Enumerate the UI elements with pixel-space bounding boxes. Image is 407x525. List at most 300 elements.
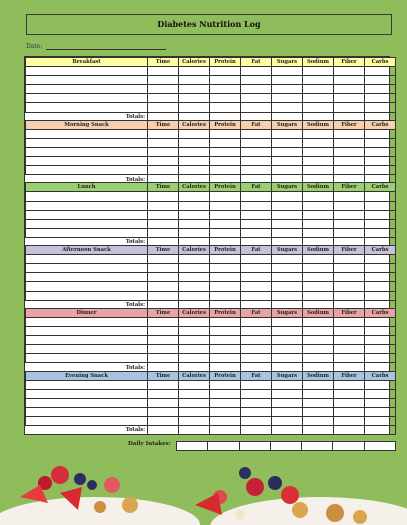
daily-intake-cell[interactable] [364, 441, 396, 451]
entry-cell[interactable] [210, 138, 241, 147]
entry-cell[interactable] [272, 103, 303, 112]
entry-cell[interactable] [210, 282, 241, 291]
entry-cell[interactable] [241, 273, 272, 282]
entry-cell[interactable] [241, 255, 272, 264]
entry-cell[interactable] [303, 273, 334, 282]
entry-cell[interactable] [179, 407, 210, 416]
entry-cell[interactable] [365, 76, 396, 85]
entry-cell[interactable] [334, 264, 365, 273]
entry-cell[interactable] [334, 336, 365, 345]
entry-cell[interactable] [179, 94, 210, 103]
entry-cell[interactable] [210, 389, 241, 398]
entry-cell[interactable] [241, 345, 272, 354]
daily-intake-cell[interactable] [270, 441, 302, 451]
entry-cell[interactable] [272, 398, 303, 407]
entry-cell[interactable] [303, 255, 334, 264]
entry-cell[interactable] [148, 354, 179, 363]
entry-cell[interactable] [179, 354, 210, 363]
entry-cell[interactable] [272, 210, 303, 219]
column-header: Time [148, 58, 179, 67]
entry-cell[interactable] [26, 389, 148, 398]
entry-cell[interactable] [365, 201, 396, 210]
entry-cell[interactable] [148, 336, 179, 345]
entry-cell[interactable] [303, 228, 334, 237]
entry-cell[interactable] [303, 416, 334, 425]
entry-cell[interactable] [334, 228, 365, 237]
total-cell[interactable] [148, 426, 179, 435]
entry-cell[interactable] [272, 147, 303, 156]
entry-cell[interactable] [365, 85, 396, 94]
entry-cell[interactable] [210, 416, 241, 425]
entry-cell[interactable] [334, 282, 365, 291]
entry-cell[interactable] [148, 273, 179, 282]
entry-cell[interactable] [334, 291, 365, 300]
column-header: Carbs [365, 58, 396, 67]
entry-cell[interactable] [179, 210, 210, 219]
entry-cell[interactable] [26, 345, 148, 354]
entry-cell[interactable] [241, 157, 272, 166]
entry-cell[interactable] [334, 407, 365, 416]
entry-cell[interactable] [365, 345, 396, 354]
entry-cell[interactable] [26, 67, 148, 76]
entry-cell[interactable] [179, 326, 210, 335]
entry-cell[interactable] [365, 94, 396, 103]
entry-cell[interactable] [303, 138, 334, 147]
entry-cell[interactable] [272, 291, 303, 300]
entry-cell[interactable] [179, 291, 210, 300]
entry-cell[interactable] [148, 157, 179, 166]
entry-cell[interactable] [272, 380, 303, 389]
entry-cell[interactable] [334, 354, 365, 363]
entry-cell[interactable] [334, 157, 365, 166]
entry-cell[interactable] [148, 201, 179, 210]
entry-cell[interactable] [303, 380, 334, 389]
entry-cell[interactable] [303, 201, 334, 210]
entry-cell[interactable] [334, 94, 365, 103]
entry-cell[interactable] [365, 389, 396, 398]
entry-cell[interactable] [272, 94, 303, 103]
entry-cell[interactable] [179, 129, 210, 138]
entry-cell[interactable] [334, 192, 365, 201]
entry-cell[interactable] [303, 291, 334, 300]
entry-cell[interactable] [272, 85, 303, 94]
entry-cell[interactable] [26, 166, 148, 175]
entry-cell[interactable] [365, 219, 396, 228]
entry-cell[interactable] [26, 354, 148, 363]
entry-cell[interactable] [303, 129, 334, 138]
entry-cell[interactable] [272, 219, 303, 228]
entry-cell[interactable] [26, 291, 148, 300]
entry-cell[interactable] [210, 273, 241, 282]
entry-cell[interactable] [303, 76, 334, 85]
entry-cell[interactable] [365, 138, 396, 147]
entry-cell[interactable] [303, 147, 334, 156]
entry-cell[interactable] [241, 103, 272, 112]
entry-cell[interactable] [303, 67, 334, 76]
entry-cell[interactable] [179, 138, 210, 147]
entry-cell[interactable] [272, 255, 303, 264]
entry-cell[interactable] [210, 76, 241, 85]
entry-cell[interactable] [365, 129, 396, 138]
entry-cell[interactable] [148, 192, 179, 201]
total-cell[interactable] [210, 426, 241, 435]
entry-cell[interactable] [148, 210, 179, 219]
total-cell[interactable] [334, 426, 365, 435]
entry-cell[interactable] [272, 264, 303, 273]
section-title: Morning Snack [26, 120, 148, 129]
entry-cell[interactable] [272, 345, 303, 354]
column-header: Sugars [272, 371, 303, 380]
entry-cell[interactable] [210, 129, 241, 138]
entry-cell[interactable] [334, 103, 365, 112]
entry-cell[interactable] [26, 317, 148, 326]
entry-cell[interactable] [210, 354, 241, 363]
entry-cell[interactable] [148, 398, 179, 407]
entry-cell[interactable] [272, 282, 303, 291]
entry-cell[interactable] [210, 398, 241, 407]
entry-cell[interactable] [210, 201, 241, 210]
column-header: Sodium [303, 308, 334, 317]
total-cell[interactable] [365, 426, 396, 435]
entry-cell[interactable] [210, 192, 241, 201]
entry-cell[interactable] [148, 255, 179, 264]
entry-cell[interactable] [26, 103, 148, 112]
entry-cell[interactable] [303, 326, 334, 335]
section-header-row [26, 58, 396, 67]
entry-cell[interactable] [241, 129, 272, 138]
entry-cell[interactable] [365, 326, 396, 335]
entry-cell[interactable] [148, 389, 179, 398]
entry-cell[interactable] [272, 407, 303, 416]
entry-cell[interactable] [148, 138, 179, 147]
entry-cell[interactable] [210, 317, 241, 326]
entry-cell[interactable] [303, 354, 334, 363]
entry-cell[interactable] [303, 94, 334, 103]
entry-cell[interactable] [272, 157, 303, 166]
entry-cell[interactable] [303, 398, 334, 407]
column-header: Calories [179, 58, 210, 67]
entry-cell[interactable] [303, 166, 334, 175]
entry-cell[interactable] [26, 192, 148, 201]
entry-cell[interactable] [179, 282, 210, 291]
entry-cell[interactable] [365, 336, 396, 345]
entry-cell[interactable] [179, 264, 210, 273]
entry-cell[interactable] [148, 291, 179, 300]
column-header: Sodium [303, 183, 334, 192]
entry-cell[interactable] [241, 354, 272, 363]
entry-cell[interactable] [26, 94, 148, 103]
entry-cell[interactable] [26, 273, 148, 282]
entry-cell[interactable] [241, 389, 272, 398]
entry-cell[interactable] [26, 219, 148, 228]
entry-cell[interactable] [241, 85, 272, 94]
entry-cell[interactable] [241, 380, 272, 389]
entry-cell[interactable] [210, 291, 241, 300]
entry-cell[interactable] [241, 147, 272, 156]
entry-cell[interactable] [241, 201, 272, 210]
entry-cell[interactable] [26, 76, 148, 85]
entry-cell[interactable] [26, 264, 148, 273]
entry-cell[interactable] [241, 76, 272, 85]
entry-cell[interactable] [365, 416, 396, 425]
entry-cell[interactable] [148, 416, 179, 425]
entry-cell[interactable] [272, 228, 303, 237]
entry-cell[interactable] [179, 398, 210, 407]
entry-cell[interactable] [272, 76, 303, 85]
entry-cell[interactable] [334, 85, 365, 94]
entry-cell[interactable] [26, 398, 148, 407]
entry-cell[interactable] [334, 219, 365, 228]
entry-cell[interactable] [179, 201, 210, 210]
entry-cell[interactable] [26, 129, 148, 138]
entry-cell[interactable] [365, 103, 396, 112]
entry-cell[interactable] [272, 326, 303, 335]
entry-row [26, 201, 396, 210]
entry-cell[interactable] [303, 336, 334, 345]
entry-cell[interactable] [365, 407, 396, 416]
entry-cell[interactable] [334, 416, 365, 425]
entry-cell[interactable] [148, 317, 179, 326]
column-header: Time [148, 183, 179, 192]
entry-cell[interactable] [241, 326, 272, 335]
entry-cell[interactable] [303, 192, 334, 201]
entry-cell[interactable] [241, 291, 272, 300]
entry-cell[interactable] [303, 317, 334, 326]
entry-cell[interactable] [272, 67, 303, 76]
entry-cell[interactable] [148, 147, 179, 156]
entry-cell[interactable] [334, 201, 365, 210]
entry-cell[interactable] [241, 138, 272, 147]
entry-cell[interactable] [334, 326, 365, 335]
entry-cell[interactable] [365, 228, 396, 237]
entry-cell[interactable] [272, 138, 303, 147]
total-cell[interactable] [241, 426, 272, 435]
entry-cell[interactable] [179, 85, 210, 94]
entry-cell[interactable] [365, 354, 396, 363]
column-header: Sodium [303, 120, 334, 129]
daily-intake-cell[interactable] [207, 441, 239, 451]
entry-cell[interactable] [210, 67, 241, 76]
entry-cell[interactable] [148, 407, 179, 416]
entry-cell[interactable] [334, 380, 365, 389]
entry-cell[interactable] [272, 354, 303, 363]
entry-cell[interactable] [303, 389, 334, 398]
entry-cell[interactable] [179, 147, 210, 156]
entry-cell[interactable] [303, 210, 334, 219]
entry-cell[interactable] [148, 166, 179, 175]
entry-cell[interactable] [241, 210, 272, 219]
entry-cell[interactable] [303, 264, 334, 273]
entry-cell[interactable] [334, 76, 365, 85]
entry-cell[interactable] [26, 201, 148, 210]
entry-cell[interactable] [210, 255, 241, 264]
entry-cell[interactable] [179, 389, 210, 398]
entry-cell[interactable] [365, 264, 396, 273]
entry-cell[interactable] [272, 336, 303, 345]
entry-cell[interactable] [179, 273, 210, 282]
entry-cell[interactable] [148, 94, 179, 103]
entry-cell[interactable] [26, 138, 148, 147]
entry-cell[interactable] [210, 264, 241, 273]
entry-cell[interactable] [334, 255, 365, 264]
total-cell[interactable] [179, 426, 210, 435]
entry-cell[interactable] [241, 94, 272, 103]
daily-intake-cell[interactable] [239, 441, 271, 451]
entry-cell[interactable] [179, 157, 210, 166]
entry-cell[interactable] [365, 255, 396, 264]
entry-cell[interactable] [365, 282, 396, 291]
entry-cell[interactable] [210, 103, 241, 112]
entry-cell[interactable] [241, 282, 272, 291]
entry-cell[interactable] [241, 166, 272, 175]
entry-cell[interactable] [365, 380, 396, 389]
entry-cell[interactable] [179, 166, 210, 175]
entry-cell[interactable] [179, 67, 210, 76]
daily-intake-cell[interactable] [176, 441, 208, 451]
entry-cell[interactable] [334, 389, 365, 398]
entry-cell[interactable] [303, 103, 334, 112]
entry-cell[interactable] [26, 326, 148, 335]
entry-row [26, 416, 396, 425]
entry-cell[interactable] [148, 380, 179, 389]
entry-cell[interactable] [365, 317, 396, 326]
entry-cell[interactable] [26, 210, 148, 219]
entry-cell[interactable] [210, 210, 241, 219]
entry-cell[interactable] [334, 317, 365, 326]
entry-cell[interactable] [334, 129, 365, 138]
entry-cell[interactable] [148, 103, 179, 112]
entry-cell[interactable] [272, 389, 303, 398]
total-cell[interactable] [303, 426, 334, 435]
entry-cell[interactable] [365, 157, 396, 166]
entry-cell[interactable] [241, 317, 272, 326]
entry-cell[interactable] [179, 255, 210, 264]
entry-cell[interactable] [334, 67, 365, 76]
entry-cell[interactable] [210, 228, 241, 237]
entry-cell[interactable] [148, 282, 179, 291]
entry-cell[interactable] [272, 201, 303, 210]
entry-cell[interactable] [179, 103, 210, 112]
daily-intake-cell[interactable] [332, 441, 364, 451]
entry-cell[interactable] [148, 67, 179, 76]
entry-cell[interactable] [241, 398, 272, 407]
entry-cell[interactable] [365, 67, 396, 76]
entry-cell[interactable] [241, 219, 272, 228]
entry-cell[interactable] [148, 129, 179, 138]
entry-cell[interactable] [210, 94, 241, 103]
entry-cell[interactable] [303, 85, 334, 94]
entry-cell[interactable] [26, 147, 148, 156]
entry-cell[interactable] [241, 192, 272, 201]
entry-cell[interactable] [365, 147, 396, 156]
entry-cell[interactable] [148, 345, 179, 354]
section-lunch [25, 182, 396, 247]
entry-cell[interactable] [26, 157, 148, 166]
entry-cell[interactable] [272, 317, 303, 326]
entry-cell[interactable] [365, 291, 396, 300]
entry-cell[interactable] [179, 317, 210, 326]
entry-cell[interactable] [241, 264, 272, 273]
entry-cell[interactable] [303, 219, 334, 228]
entry-cell[interactable] [179, 219, 210, 228]
entry-cell[interactable] [365, 398, 396, 407]
daily-intake-cell[interactable] [301, 441, 333, 451]
entry-cell[interactable] [210, 219, 241, 228]
entry-cell[interactable] [26, 255, 148, 264]
entry-cell[interactable] [179, 228, 210, 237]
entry-cell[interactable] [334, 166, 365, 175]
entry-cell[interactable] [179, 76, 210, 85]
entry-cell[interactable] [210, 345, 241, 354]
entry-cell[interactable] [365, 273, 396, 282]
entry-cell[interactable] [272, 129, 303, 138]
entry-cell[interactable] [210, 380, 241, 389]
entry-cell[interactable] [334, 273, 365, 282]
entry-cell[interactable] [334, 345, 365, 354]
entry-cell[interactable] [303, 157, 334, 166]
entry-cell[interactable] [210, 85, 241, 94]
entry-cell[interactable] [241, 416, 272, 425]
entry-cell[interactable] [272, 273, 303, 282]
entry-cell[interactable] [334, 147, 365, 156]
entry-cell[interactable] [210, 157, 241, 166]
entry-cell[interactable] [26, 380, 148, 389]
entry-cell[interactable] [365, 210, 396, 219]
entry-cell[interactable] [179, 416, 210, 425]
entry-cell[interactable] [210, 166, 241, 175]
date-field[interactable] [46, 42, 166, 50]
entry-cell[interactable] [210, 407, 241, 416]
entry-cell[interactable] [148, 228, 179, 237]
entry-cell[interactable] [179, 380, 210, 389]
entry-cell[interactable] [26, 336, 148, 345]
entry-cell[interactable] [334, 210, 365, 219]
entry-cell[interactable] [303, 282, 334, 291]
entry-cell[interactable] [272, 416, 303, 425]
entry-cell[interactable] [179, 345, 210, 354]
entry-cell[interactable] [26, 416, 148, 425]
entry-cell[interactable] [365, 192, 396, 201]
entry-cell[interactable] [272, 192, 303, 201]
entry-cell[interactable] [241, 67, 272, 76]
entry-cell[interactable] [26, 407, 148, 416]
entry-cell[interactable] [148, 219, 179, 228]
entry-cell[interactable] [148, 76, 179, 85]
entry-cell[interactable] [272, 166, 303, 175]
entry-cell[interactable] [334, 398, 365, 407]
entry-cell[interactable] [241, 407, 272, 416]
entry-cell[interactable] [303, 407, 334, 416]
entry-cell[interactable] [179, 192, 210, 201]
entry-cell[interactable] [26, 85, 148, 94]
entry-cell[interactable] [148, 264, 179, 273]
entry-cell[interactable] [210, 336, 241, 345]
entry-cell[interactable] [26, 282, 148, 291]
entry-cell[interactable] [210, 326, 241, 335]
entry-cell[interactable] [334, 138, 365, 147]
entry-cell[interactable] [179, 336, 210, 345]
entry-row [26, 282, 396, 291]
entry-cell[interactable] [148, 326, 179, 335]
entry-cell[interactable] [241, 228, 272, 237]
entry-cell[interactable] [148, 85, 179, 94]
entry-cell[interactable] [303, 345, 334, 354]
entry-cell[interactable] [210, 147, 241, 156]
entry-cell[interactable] [241, 336, 272, 345]
entry-cell[interactable] [26, 228, 148, 237]
entry-cell[interactable] [365, 166, 396, 175]
total-cell[interactable] [272, 426, 303, 435]
